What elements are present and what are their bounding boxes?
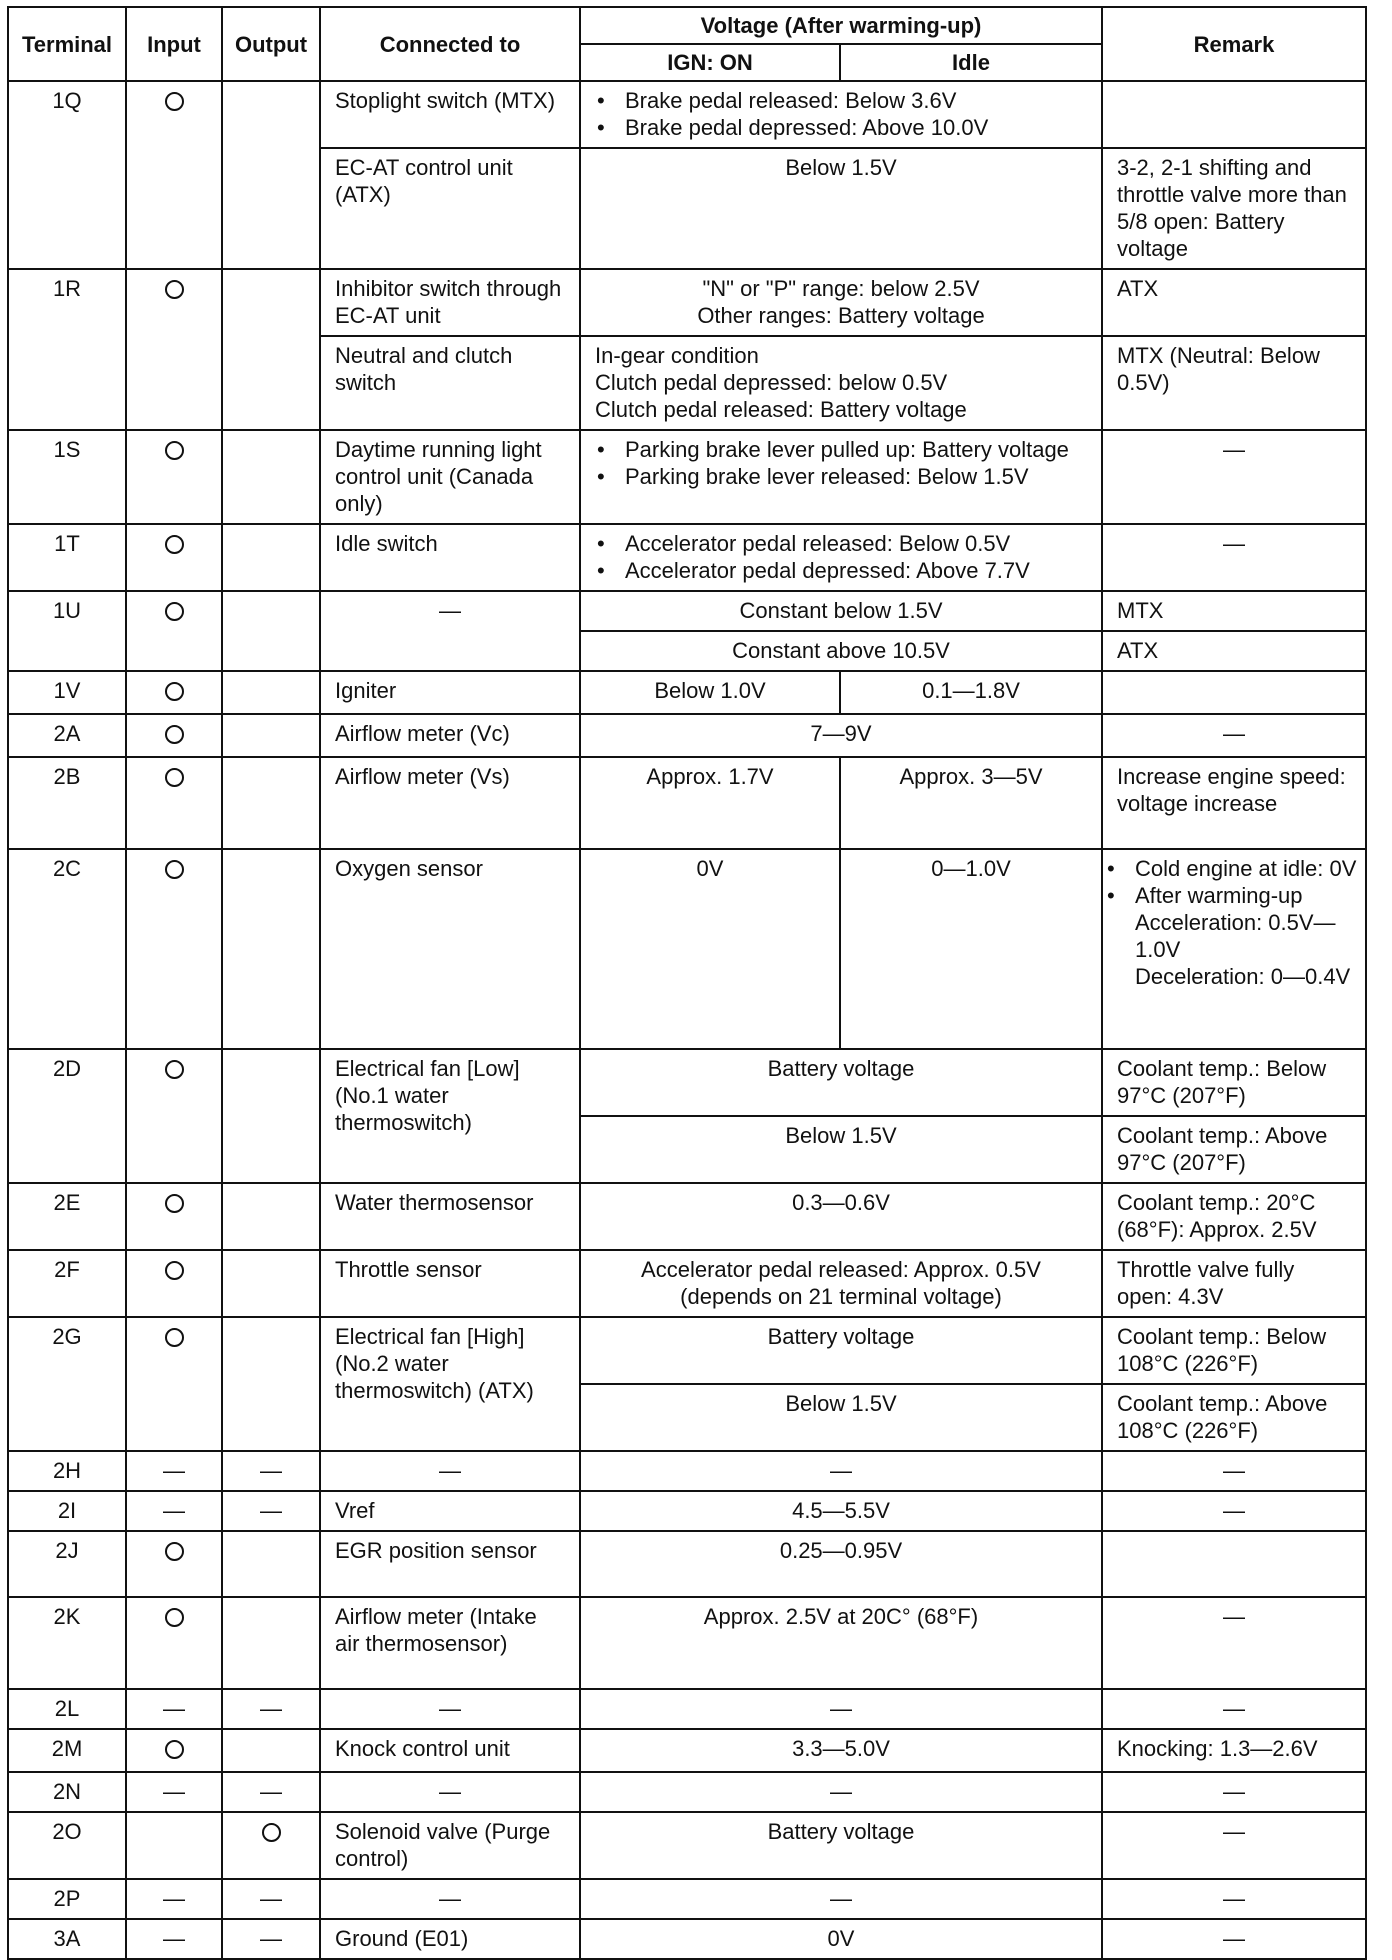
terminal-cell: 1T xyxy=(8,524,126,591)
terminal-cell: 2F xyxy=(8,1250,126,1317)
remark-cell: ATX xyxy=(1102,631,1366,671)
voltage-cell xyxy=(580,524,1102,591)
terminal-cell: 1S xyxy=(8,430,126,524)
input-cell: — xyxy=(126,1772,222,1812)
output-cell: — xyxy=(222,1919,320,1959)
voltage-cell xyxy=(580,1250,1102,1317)
output-cell xyxy=(222,671,320,714)
remark-line: Deceleration: 0—0.4V xyxy=(1135,964,1351,989)
table-row xyxy=(8,1049,1366,1116)
remark-cell xyxy=(1102,81,1366,148)
voltage-bullet: • Accelerator pedal depressed: Above 7.7V xyxy=(625,557,1087,584)
input-circle-icon xyxy=(165,682,184,701)
remark-cell: Coolant temp.: Below 97°C (207°F) xyxy=(1102,1049,1366,1116)
terminal-cell: 2L xyxy=(8,1689,126,1729)
input-cell xyxy=(126,1183,222,1250)
table-row xyxy=(8,1451,1366,1491)
connected-cell: Airflow meter (Vc) xyxy=(320,714,580,757)
input-cell: — xyxy=(126,1491,222,1531)
input-cell xyxy=(126,757,222,849)
output-circle-icon xyxy=(262,1823,281,1842)
connected-cell: Neutral and clutch switch xyxy=(320,336,580,430)
terminal-cell: 2I xyxy=(8,1491,126,1531)
connected-cell: EC-AT control unit (ATX) xyxy=(320,148,580,269)
voltage-cell xyxy=(580,81,1102,148)
terminal-cell: 1Q xyxy=(8,81,126,269)
output-cell xyxy=(222,430,320,524)
input-circle-icon xyxy=(165,1740,184,1759)
voltage-cell: Battery voltage xyxy=(580,1049,1102,1116)
terminal-cell: 2O xyxy=(8,1812,126,1879)
table-row xyxy=(8,1729,1366,1772)
idle-cell: Approx. 3—5V xyxy=(840,757,1102,849)
voltage-cell xyxy=(580,336,1102,430)
header-output: Output xyxy=(222,7,320,81)
remark-cell xyxy=(1102,1531,1366,1597)
input-cell xyxy=(126,1250,222,1317)
input-cell: — xyxy=(126,1879,222,1919)
connected-cell: Electrical fan [Low] (No.1 water thermoswitch) xyxy=(320,1049,580,1183)
input-cell xyxy=(126,430,222,524)
input-cell xyxy=(126,1729,222,1772)
output-cell: — xyxy=(222,1689,320,1729)
input-circle-icon xyxy=(165,280,184,299)
connected-cell: Ground (E01) xyxy=(320,1919,580,1959)
input-cell xyxy=(126,591,222,671)
voltage-cell: — xyxy=(580,1451,1102,1491)
header-remark: Remark xyxy=(1102,7,1366,81)
input-circle-icon xyxy=(165,535,184,554)
voltage-bullet: • Accelerator pedal released: Below 0.5V xyxy=(625,530,1087,557)
connected-cell: Airflow meter (Intake air thermosensor) xyxy=(320,1597,580,1689)
table-row xyxy=(8,1879,1366,1919)
input-circle-icon xyxy=(165,1194,184,1213)
table-row xyxy=(8,1317,1366,1384)
output-cell: — xyxy=(222,1772,320,1812)
voltage-cell: Below 1.5V xyxy=(580,1116,1102,1183)
remark-cell: — xyxy=(1102,1597,1366,1689)
voltage-bullet: • Brake pedal released: Below 3.6V xyxy=(625,87,1087,114)
input-cell xyxy=(126,269,222,430)
connected-cell: Airflow meter (Vs) xyxy=(320,757,580,849)
table-row xyxy=(8,849,1366,1049)
terminal-cell: 1V xyxy=(8,671,126,714)
connected-cell: Inhibitor switch through EC-AT unit xyxy=(320,269,580,336)
connected-cell: — xyxy=(320,1879,580,1919)
input-circle-icon xyxy=(165,1328,184,1347)
voltage-cell: Below 1.5V xyxy=(580,148,1102,269)
remark-cell: Coolant temp.: Below 108°C (226°F) xyxy=(1102,1317,1366,1384)
input-cell xyxy=(126,1049,222,1183)
voltage-line: "N" or "P" range: below 2.5V xyxy=(702,276,980,301)
terminal-cell: 2A xyxy=(8,714,126,757)
header-row xyxy=(8,7,1366,44)
connected-cell: Daytime running light control unit (Canada only) xyxy=(320,430,580,524)
table-row xyxy=(8,1531,1366,1597)
voltage-line: Clutch pedal released: Battery voltage xyxy=(595,397,967,422)
input-circle-icon xyxy=(165,1608,184,1627)
input-circle-icon xyxy=(165,602,184,621)
remark-bullet: • Cold engine at idle: 0V xyxy=(1135,855,1359,882)
terminal-cell: 1U xyxy=(8,591,126,671)
input-circle-icon xyxy=(165,768,184,787)
voltage-cell: 4.5—5.5V xyxy=(580,1491,1102,1531)
connected-cell: — xyxy=(320,1451,580,1491)
table-row xyxy=(8,1491,1366,1531)
ign-on-cell: 0V xyxy=(580,849,840,1049)
table-row xyxy=(8,1812,1366,1879)
table-row xyxy=(8,714,1366,757)
terminal-cell: 2D xyxy=(8,1049,126,1183)
remark-cell: — xyxy=(1102,1491,1366,1531)
remark-cell: Coolant temp.: Above 108°C (226°F) xyxy=(1102,1384,1366,1451)
terminal-cell: 2E xyxy=(8,1183,126,1250)
input-cell: — xyxy=(126,1689,222,1729)
terminal-cell: 2B xyxy=(8,757,126,849)
header-terminal: Terminal xyxy=(8,7,126,81)
input-circle-icon xyxy=(165,860,184,879)
output-cell xyxy=(222,524,320,591)
output-cell xyxy=(222,849,320,1049)
remark-cell: — xyxy=(1102,1689,1366,1729)
remark-cell xyxy=(1102,849,1366,1049)
output-cell xyxy=(222,269,320,430)
connected-cell: Vref xyxy=(320,1491,580,1531)
remark-cell: — xyxy=(1102,430,1366,524)
remark-cell: MTX xyxy=(1102,591,1366,631)
voltage-cell: 0.25—0.95V xyxy=(580,1531,1102,1597)
table-row xyxy=(8,671,1366,714)
input-cell xyxy=(126,1317,222,1451)
remark-cell: Increase engine speed: voltage increase xyxy=(1102,757,1366,849)
input-cell: — xyxy=(126,1451,222,1491)
output-cell xyxy=(222,1812,320,1879)
voltage-cell xyxy=(580,430,1102,524)
output-cell: — xyxy=(222,1879,320,1919)
voltage-cell: Constant above 10.5V xyxy=(580,631,1102,671)
connected-cell: Throttle sensor xyxy=(320,1250,580,1317)
ign-on-cell: Approx. 1.7V xyxy=(580,757,840,849)
voltage-cell: — xyxy=(580,1689,1102,1729)
remark-line: Acceleration: 0.5V—1.0V xyxy=(1135,910,1336,962)
voltage-line: (depends on 21 terminal voltage) xyxy=(680,1284,1002,1309)
connected-cell: Oxygen sensor xyxy=(320,849,580,1049)
table-row xyxy=(8,757,1366,849)
voltage-line: Accelerator pedal released: Approx. 0.5V xyxy=(641,1257,1041,1282)
output-cell xyxy=(222,81,320,269)
input-cell xyxy=(126,714,222,757)
table-row xyxy=(8,430,1366,524)
connected-cell: Electrical fan [High] (No.2 water thermoswitch) (ATX) xyxy=(320,1317,580,1451)
voltage-cell: Constant below 1.5V xyxy=(580,591,1102,631)
output-cell xyxy=(222,591,320,671)
table-row xyxy=(8,1689,1366,1729)
remark-cell: — xyxy=(1102,1772,1366,1812)
table-row xyxy=(8,1919,1366,1959)
terminal-cell: 2C xyxy=(8,849,126,1049)
table-row xyxy=(8,1772,1366,1812)
voltage-cell: — xyxy=(580,1772,1102,1812)
remark-cell: — xyxy=(1102,1812,1366,1879)
connected-cell: Water thermosensor xyxy=(320,1183,580,1250)
input-circle-icon xyxy=(165,1261,184,1280)
remark-cell: — xyxy=(1102,1879,1366,1919)
table-row xyxy=(8,1183,1366,1250)
idle-cell: 0—1.0V xyxy=(840,849,1102,1049)
output-cell xyxy=(222,1597,320,1689)
remark-cell: — xyxy=(1102,524,1366,591)
terminal-cell: 2P xyxy=(8,1879,126,1919)
input-cell xyxy=(126,81,222,269)
remark-cell: — xyxy=(1102,714,1366,757)
terminal-voltage-table xyxy=(7,6,1367,1960)
voltage-cell: Battery voltage xyxy=(580,1812,1102,1879)
remark-bullet xyxy=(1135,882,1359,990)
input-cell xyxy=(126,849,222,1049)
voltage-cell: Approx. 2.5V at 20C° (68°F) xyxy=(580,1597,1102,1689)
terminal-cell: 2G xyxy=(8,1317,126,1451)
remark-line: • After warming-up xyxy=(1135,883,1303,908)
header-connected-to: Connected to xyxy=(320,7,580,81)
terminal-cell: 3A xyxy=(8,1919,126,1959)
ign-on-cell: Below 1.0V xyxy=(580,671,840,714)
terminal-cell: 2N xyxy=(8,1772,126,1812)
table-row xyxy=(8,524,1366,591)
input-circle-icon xyxy=(165,441,184,460)
connected-cell: Idle switch xyxy=(320,524,580,591)
voltage-bullet: • Brake pedal depressed: Above 10.0V xyxy=(625,114,1087,141)
table-row xyxy=(8,1597,1366,1689)
table-row xyxy=(8,1250,1366,1317)
remark-cell: — xyxy=(1102,1919,1366,1959)
output-cell xyxy=(222,757,320,849)
input-circle-icon xyxy=(165,92,184,111)
remark-cell: MTX (Neutral: Below 0.5V) xyxy=(1102,336,1366,430)
voltage-cell: — xyxy=(580,1879,1102,1919)
remark-cell xyxy=(1102,671,1366,714)
idle-cell: 0.1—1.8V xyxy=(840,671,1102,714)
voltage-cell: 0V xyxy=(580,1919,1102,1959)
output-cell: — xyxy=(222,1491,320,1531)
output-cell xyxy=(222,1729,320,1772)
voltage-bullet: • Parking brake lever pulled up: Battery voltage xyxy=(625,436,1087,463)
output-cell: — xyxy=(222,1451,320,1491)
voltage-line: In-gear condition xyxy=(595,343,759,368)
terminal-table-container xyxy=(7,6,1365,1960)
header-input: Input xyxy=(126,7,222,81)
header-ign-on: IGN: ON xyxy=(580,44,840,81)
voltage-cell: Below 1.5V xyxy=(580,1384,1102,1451)
terminal-cell: 2J xyxy=(8,1531,126,1597)
remark-cell: — xyxy=(1102,1451,1366,1491)
connected-cell: — xyxy=(320,1772,580,1812)
input-cell xyxy=(126,1812,222,1879)
connected-cell: Knock control unit xyxy=(320,1729,580,1772)
input-circle-icon xyxy=(165,1542,184,1561)
header-idle: Idle xyxy=(840,44,1102,81)
connected-cell: Stoplight switch (MTX) xyxy=(320,81,580,148)
input-cell xyxy=(126,671,222,714)
input-cell xyxy=(126,1597,222,1689)
connected-cell: Solenoid valve (Purge control) xyxy=(320,1812,580,1879)
connected-cell: Igniter xyxy=(320,671,580,714)
voltage-cell: 3.3—5.0V xyxy=(580,1729,1102,1772)
input-circle-icon xyxy=(165,725,184,744)
input-cell xyxy=(126,1531,222,1597)
output-cell xyxy=(222,1250,320,1317)
input-cell: — xyxy=(126,1919,222,1959)
table-row xyxy=(8,81,1366,148)
terminal-cell: 2H xyxy=(8,1451,126,1491)
input-circle-icon xyxy=(165,1060,184,1079)
connected-cell: — xyxy=(320,1689,580,1729)
connected-cell: EGR position sensor xyxy=(320,1531,580,1597)
connected-cell: — xyxy=(320,591,580,671)
header-voltage: Voltage (After warming-up) xyxy=(580,7,1102,44)
voltage-line: Other ranges: Battery voltage xyxy=(697,303,985,328)
remark-cell: Coolant temp.: 20°C (68°F): Approx. 2.5V xyxy=(1102,1183,1366,1250)
output-cell xyxy=(222,1317,320,1451)
terminal-cell: 1R xyxy=(8,269,126,430)
output-cell xyxy=(222,714,320,757)
voltage-cell: Battery voltage xyxy=(580,1317,1102,1384)
voltage-cell: 0.3—0.6V xyxy=(580,1183,1102,1250)
remark-cell: Coolant temp.: Above 97°C (207°F) xyxy=(1102,1116,1366,1183)
terminal-cell: 2K xyxy=(8,1597,126,1689)
remark-cell: ATX xyxy=(1102,269,1366,336)
voltage-cell xyxy=(580,269,1102,336)
voltage-line: Clutch pedal depressed: below 0.5V xyxy=(595,370,948,395)
table-row xyxy=(8,591,1366,631)
input-cell xyxy=(126,524,222,591)
voltage-bullet: • Parking brake lever released: Below 1.5V xyxy=(625,463,1087,490)
terminal-cell: 2M xyxy=(8,1729,126,1772)
table-row xyxy=(8,269,1366,336)
remark-cell: Throttle valve fully open: 4.3V xyxy=(1102,1250,1366,1317)
output-cell xyxy=(222,1183,320,1250)
voltage-cell: 7—9V xyxy=(580,714,1102,757)
output-cell xyxy=(222,1049,320,1183)
remark-cell: Knocking: 1.3—2.6V xyxy=(1102,1729,1366,1772)
remark-cell: 3-2, 2-1 shifting and throttle valve more than 5/8 open: Battery voltage xyxy=(1102,148,1366,269)
output-cell xyxy=(222,1531,320,1597)
